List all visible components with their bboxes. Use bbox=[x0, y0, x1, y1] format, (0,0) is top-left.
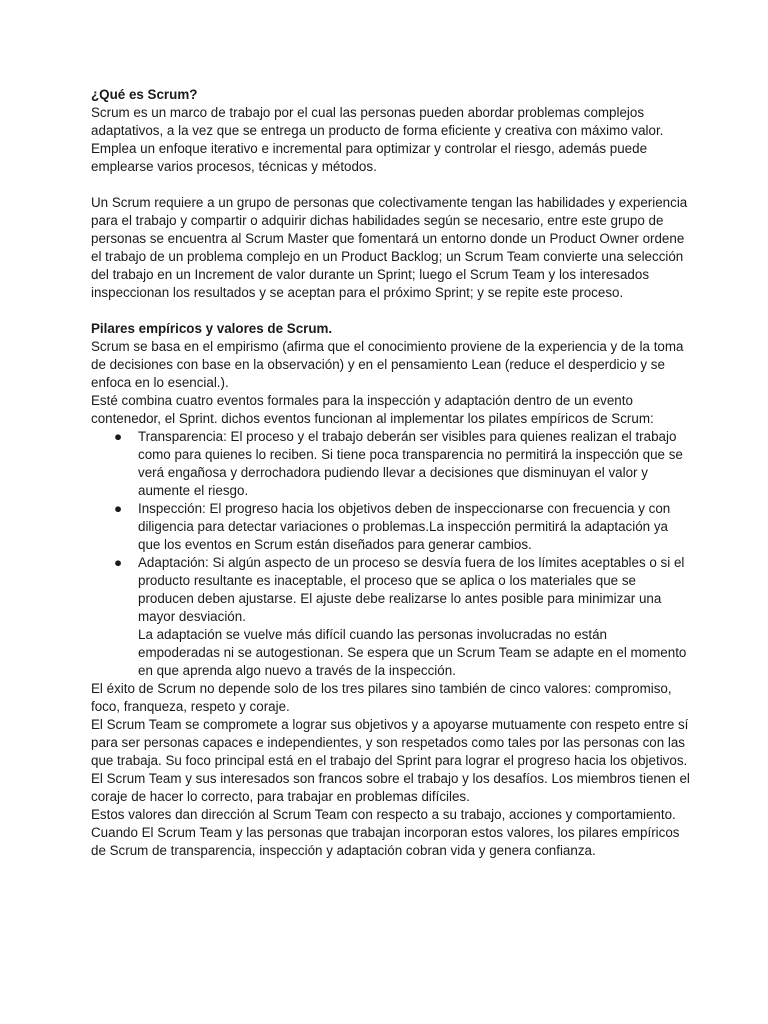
paragraph-empirismo: Scrum se basa en el empirismo (afirma que el conocimiento proviene de la experiencia y de la toma de decisiones con base en la observación) y en el pensamiento Lean (reduce el desperdicio y se enfoca en lo esencial.). bbox=[91, 339, 684, 390]
list-item-continuation: La adaptación se vuelve más difícil cuando las personas involucradas no están empoderadas ni se autogestionan. Se espera que un Scrum Team se adapte en el momento en que aprenda algo nuevo a través de la inspección. bbox=[138, 627, 687, 678]
paragraph-scrum-team-compromiso: El Scrum Team se compromete a lograr sus objetivos y a apoyarse mutuamente con respeto entre sí para ser personas capaces e independientes, y son respetados como tales por las personas con las que trabaja. Su foco principal está en el trabajo del Sprint para lograr el progreso hacia los objetivos. El Scrum Team y sus interesados son francos sobre el trabajo y los desafíos. Los miembros tienen el coraje de hacer lo correcto, para trabajar en problemas difíciles. bbox=[91, 717, 690, 804]
section-title-pilares: Pilares empíricos y valores de Scrum. bbox=[91, 321, 333, 336]
list-item-inspeccion bbox=[91, 500, 691, 554]
list-item-text: Transparencia: El proceso y el trabajo deberán ser visibles para quienes realizan el trabajo como para quienes lo reciben. Si tiene poca transparencia no permitirá la inspección que se verá engañosa y derrochadora pudiendo llevar a decisiones que disminuyan el valor y aumente el riesgo. bbox=[138, 429, 683, 498]
list-item-adaptacion bbox=[91, 554, 691, 680]
section-title-que-es-scrum: ¿Qué es Scrum? bbox=[91, 87, 198, 102]
bullet-icon: ● bbox=[114, 429, 123, 444]
document-page bbox=[91, 86, 691, 860]
paragraph-confianza: Cuando El Scrum Team y las personas que trabajan incorporan estos valores, los pilares empíricos de Scrum de transparencia, inspección y adaptación cobran vida y genera confianza. bbox=[91, 825, 680, 858]
paragraph-scrum-definition: Scrum es un marco de trabajo por el cual las personas pueden abordar problemas complejos adaptativos, a la vez que se entrega un producto de forma eficiente y creativa con máximo valor. Emplea un enfoque iterativo e incremental para optimizar y controlar el riesgo, además puede emplearse varios procesos, técnicas y métodos. bbox=[91, 105, 664, 174]
paragraph-spacer bbox=[91, 302, 691, 320]
bullet-icon: ● bbox=[114, 555, 123, 570]
paragraph-scrum-team: Un Scrum requiere a un grupo de personas que colectivamente tengan las habilidades y experiencia para el trabajo y compartir o adquirir dichas habilidades según se necesario, entre este grupo de personas se encuentra al Scrum Master que fomentará un entorno donde un Product Owner ordene el trabajo de un problema complejo en un Product Backlog; un Scrum Team convierte una selección del trabajo en un Increment de valor durante un Sprint; luego el Scrum Team y los interesados inspeccionan los resultados y se aceptan para el próximo Sprint; y se repite este proceso. bbox=[91, 195, 688, 300]
paragraph-direccion: Estos valores dan dirección al Scrum Team con respecto a su trabajo, acciones y comportamiento. bbox=[91, 807, 676, 822]
list-item-text: Adaptación: Si algún aspecto de un proceso se desvía fuera de los límites aceptables o si el producto resultante es inaceptable, el proceso que se aplica o los materiales que se producen deben ajustarse. El ajuste debe realizarse lo antes posible para minimizar una mayor desviación. bbox=[138, 555, 685, 624]
paragraph-valores: El éxito de Scrum no depende solo de los tres pilares sino también de cinco valores: compromiso, foco, franqueza, respeto y coraje. bbox=[91, 681, 672, 714]
list-item-text: Inspección: El progreso hacia los objetivos deben de inspeccionarse con frecuencia y con diligencia para detectar variaciones o problemas.La inspección permitirá la adaptación ya que los eventos en Scrum están diseñados para generar cambios. bbox=[138, 501, 671, 552]
pillars-list bbox=[91, 428, 691, 680]
bullet-icon: ● bbox=[114, 501, 123, 516]
paragraph-spacer bbox=[91, 176, 691, 194]
list-item-transparencia bbox=[91, 428, 691, 500]
paragraph-eventos: Esté combina cuatro eventos formales para la inspección y adaptación dentro de un evento contenedor, el Sprint. dichos eventos funcionan al implementar los pilates empíricos de Scrum: bbox=[91, 393, 654, 426]
